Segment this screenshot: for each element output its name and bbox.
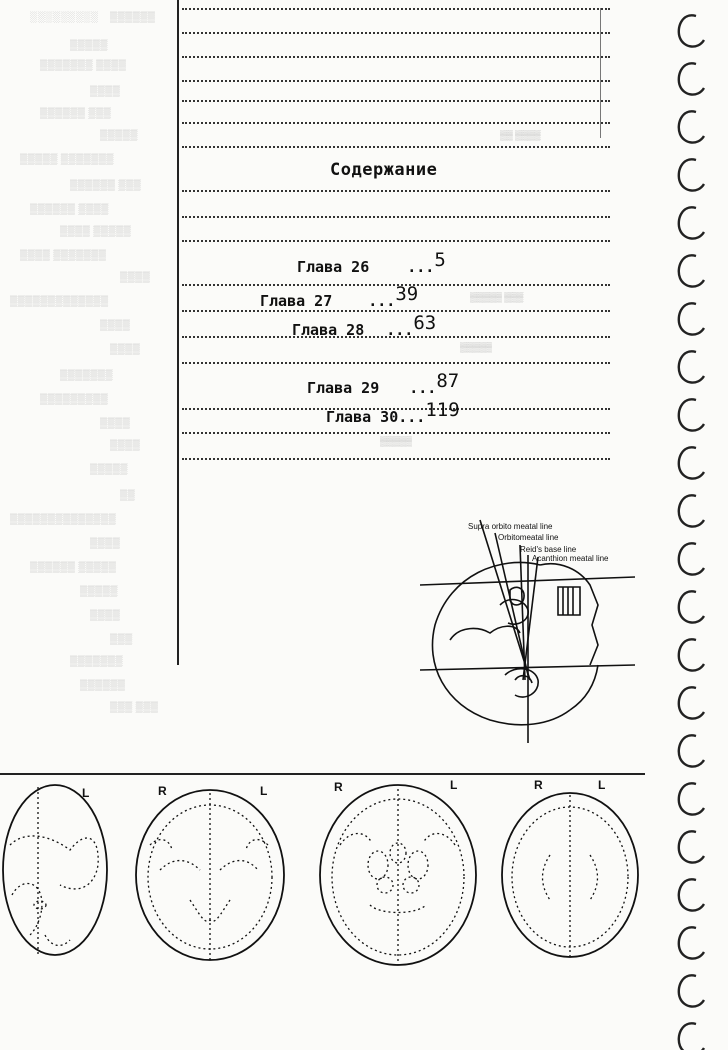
- binding-ring: [679, 255, 704, 286]
- binding-ring: [679, 15, 704, 46]
- toc-entry: [292, 312, 437, 340]
- toc-page-number: 63: [413, 312, 437, 334]
- toc-chapter-label: Глава 29: [307, 379, 380, 397]
- right-edge-rule: [600, 8, 601, 138]
- binding-ring: [679, 351, 704, 382]
- bleedthrough-smudge: ▒▒▒▒▒: [380, 436, 412, 446]
- toc-page-number: 5: [434, 249, 446, 271]
- line-label-acanthion-meatal: Acanthion meatal line: [532, 554, 609, 563]
- toc-leader-dots: ...: [407, 258, 435, 276]
- toc-chapter-label: Глава 26: [297, 258, 370, 276]
- binding-ring: [679, 159, 704, 190]
- binding-ring: [679, 1023, 704, 1050]
- line-label-supra-orbitomeatal: Supra orbito meatal line: [468, 522, 553, 531]
- bleedthrough-smudge: ▒▒▒▒▒: [460, 342, 492, 352]
- binding-ring: [679, 975, 704, 1006]
- line-label-orbitomeatal: Orbitomeatal line: [498, 533, 559, 542]
- notebook-page: ░░░░░░░░░ ▒▒▒▒▒▒ ▒▒▒▒▒ ▒▒▒▒▒▒▒ ▒▒▒▒ ▒▒▒▒ ▒▒▒▒▒▒ ▒▒▒ ▒▒▒▒▒ ▒▒▒▒▒ ▒▒▒▒▒▒▒ ▒▒▒▒▒▒ ▒▒▒ ▒▒▒▒▒▒ ▒▒▒▒ ▒▒▒▒ ▒▒▒▒▒ ▒▒▒▒ ▒▒▒▒▒▒▒ ▒▒▒▒ ▒▒▒▒▒▒▒▒▒▒▒▒▒ ▒▒▒▒ ▒▒▒▒ ▒▒▒▒▒▒▒ ▒▒▒▒▒▒▒▒▒ ▒▒▒▒ ▒▒▒▒ ▒▒▒▒▒ ▒▒ ▒▒▒▒▒▒▒▒▒▒▒▒▒▒ ▒▒▒▒ ▒▒▒▒▒▒ ▒▒▒▒▒ ▒▒▒▒▒ ▒▒▒▒ ▒▒▒ ▒▒▒▒▒▒▒ ▒▒▒▒▒▒ ▒▒▒ ▒▒▒ ▒▒▒▒▒ ▒▒▒ ▒▒▒▒▒ ▒▒▒▒▒ ▒▒ ▒▒▒▒ Содержание Глава 26 ...5 Глава 27 ...39 Глава 28 ...63 Глава 29 ...87 Глава 30...119 Supra orbito meatal line Orbitomeatal line Reid's base line Acanthion meatal line L R L R L R L: [0, 0, 728, 1050]
- bleedthrough-smudge: ▒▒▒▒▒ ▒▒▒: [470, 292, 524, 302]
- toc-title: Содержание: [330, 160, 438, 180]
- binding-ring: [679, 687, 704, 718]
- side-label-right: R: [534, 778, 543, 792]
- toc-leader-dots: ...: [409, 379, 437, 397]
- binding-ring: [679, 543, 704, 574]
- binding-ring: [679, 399, 704, 430]
- skull-lateral-diagram: [420, 515, 642, 745]
- toc-chapter-label: Глава 30: [326, 408, 399, 426]
- binding-ring: [679, 783, 704, 814]
- binding-ring: [679, 495, 704, 526]
- binding-ring: [679, 111, 704, 142]
- side-label-right: R: [334, 780, 343, 794]
- side-label-left: L: [82, 786, 90, 800]
- margin-rule: [177, 0, 179, 665]
- binding-ring: [679, 591, 704, 622]
- side-label-right: R: [158, 784, 167, 798]
- toc-entry: [326, 399, 460, 427]
- binding-ring: [679, 207, 704, 238]
- binding-ring: [679, 447, 704, 478]
- side-label-left: L: [450, 778, 458, 792]
- toc-entry: [260, 283, 419, 311]
- toc-chapter-label: Глава 27: [260, 292, 333, 310]
- toc-entry: [297, 249, 446, 277]
- spiral-binding: [660, 0, 728, 1050]
- toc-page-number: 39: [395, 283, 419, 305]
- binding-ring: [679, 303, 704, 334]
- binding-ring: [679, 831, 704, 862]
- axial-sections-strip: [0, 775, 650, 1005]
- line-label-reids-base: Reid's base line: [520, 545, 577, 554]
- binding-ring: [679, 735, 704, 766]
- toc-chapter-label: Глава 28: [292, 321, 365, 339]
- toc-page-number: 87: [436, 370, 460, 392]
- toc-page-number: 119: [425, 399, 460, 421]
- side-label-left: L: [260, 784, 268, 798]
- side-label-left: L: [598, 778, 606, 792]
- binding-ring: [679, 927, 704, 958]
- binding-ring: [679, 879, 704, 910]
- binding-ring: [679, 639, 704, 670]
- toc-leader-dots: ...: [368, 292, 396, 310]
- bleedthrough-smudge: ▒▒ ▒▒▒▒: [500, 130, 541, 140]
- toc-leader-dots: ...: [398, 408, 426, 426]
- toc-entry: [307, 370, 460, 398]
- toc-leader-dots: ...: [386, 321, 414, 339]
- binding-ring: [679, 63, 704, 94]
